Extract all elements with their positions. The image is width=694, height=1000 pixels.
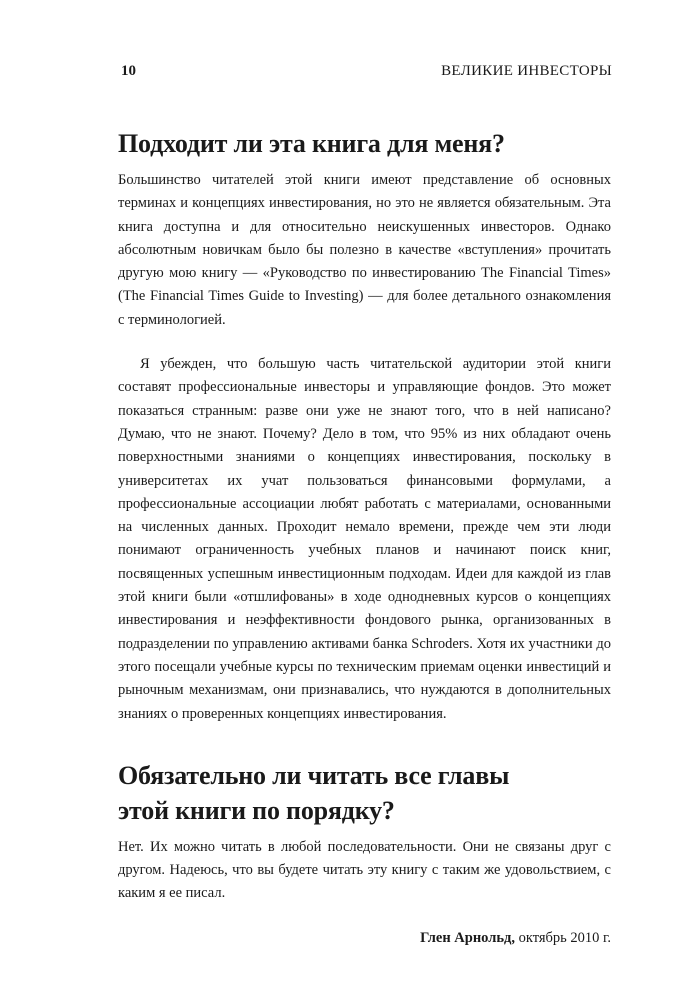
signature-author: Глен Арнольд, <box>420 929 516 946</box>
running-title: ВЕЛИКИЕ ИНВЕСТОРЫ <box>441 63 612 79</box>
paragraph-audience: Я убежден, что большую часть читательской аудитории этой книги составят профессиональные инвесторы и управляющие фондов. Это может показаться странным: разве они уже не знают того, что в ней написано? Думаю, что не знают. Почему? Дело в том, что 95% из них обладают очень поверхностными знаниями о концепциях инвестирования, поскольку в университетах их учат пользоваться финансовыми формулами, а профессиональные ассоциации любят работать с материалами, основанными на численных данных. Проходит немало времени, прежде чем эти люди понимают ограниченность учебных планов и начинают поиск книг, посвященных успешным инвестиционным подходам. Идеи для каждой из глав этой книги были «отшлифованы» в ходе однодневных курсов о концепциях инвестирования и неэффективности фондового рынка, организованных в подразделении по управлению активами банка Schroders. Хотя их участники до этого посещали учебные курсы по техническим приемам оценки инвестиций и рыночным механизмам, они признавались, что нуждаются в дополнительных знаниях о проверенных концепциях инвестирования. <box>118 356 611 722</box>
paragraph-reading-order: Нет. Их можно читать в любой последовательности. Они не связаны друг с другом. Надеюсь, что вы будете читать эту книгу с таким же удовольствием, с каким я ее писал. <box>118 838 611 902</box>
section-heading-suitability: Подходит ли эта книга для меня? <box>118 129 505 158</box>
signature-date: октябрь 2010 г. <box>518 929 611 946</box>
page-body <box>118 126 611 950</box>
heading-line-2: этой книги по порядку? <box>118 795 395 825</box>
signature <box>118 927 611 950</box>
paragraph-intro: Большинство читателей этой книги имеют представление об основных терминах и концепциях инвестирования, но это не является обязательным. Эта книга доступна и для относительно неискушенных инвесторов. Однако абсолютным новичкам было бы полезно в качестве «вступления» прочитать другую мою книгу — «Руководство по инвестированию The Financial Times» (The Financial Times Guide to Investing) — для более детального ознакомления с терминологией. <box>118 172 611 328</box>
section-heading-reading-order <box>118 758 611 828</box>
page-number: 10 <box>121 63 136 79</box>
heading-line-1: Обязательно ли читать все главы <box>118 760 510 790</box>
